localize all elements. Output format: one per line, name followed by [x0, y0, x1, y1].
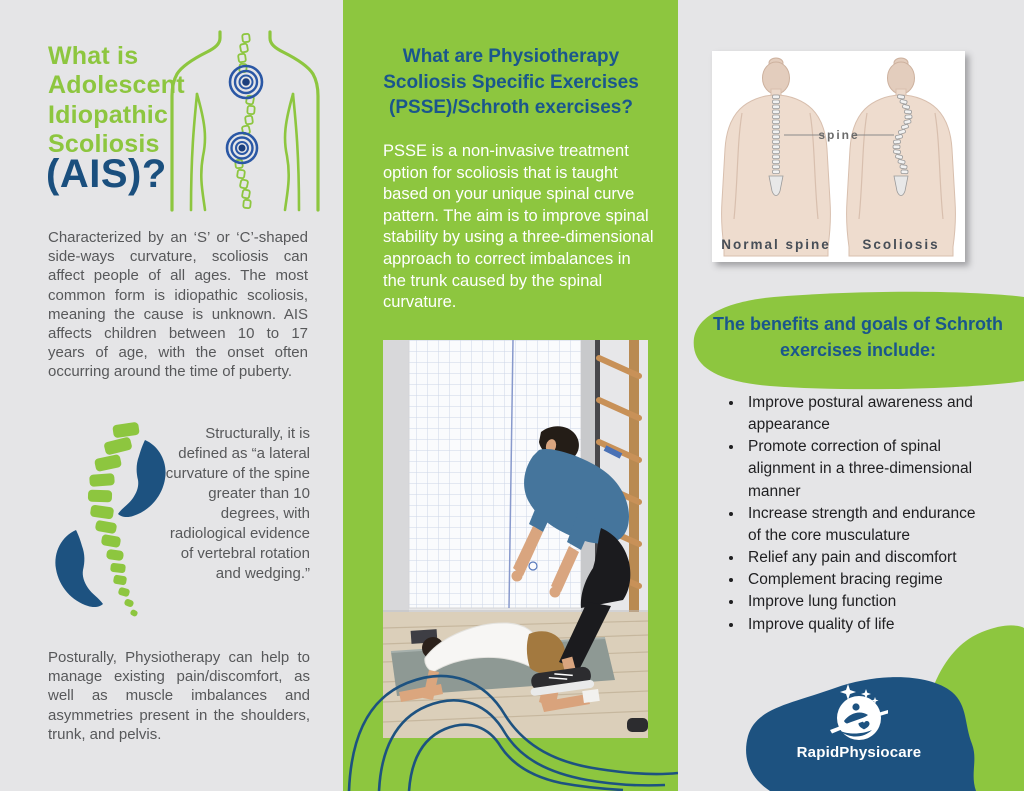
left-structural-quote: Structurally, it is defined as “a lateral curvature of the spine greater than 10 degrees, with radiological evidence of vertebral rotation and wedging.”	[165, 425, 310, 582]
left-title-ais: (AIS)?	[46, 152, 167, 196]
logo-text: RapidPhysiocare	[796, 744, 922, 761]
panel-middle	[343, 0, 678, 791]
spine-pointer-label: spine	[818, 128, 860, 142]
benefit-item: • Improve quality of life	[744, 614, 990, 636]
spine-hands-illustration-icon	[48, 420, 173, 625]
benefit-item: • Relief any pain and discomfort	[744, 547, 990, 569]
pain-target-icon	[227, 66, 262, 163]
left-paragraph-2: Posturally, Physiotherapy can help to manage existing pain/discomfort, as well as muscle imbalances and asymmetries present in the shoulders, trunk, and pelvis.	[48, 649, 310, 743]
benefit-item: • Increase strength and endurance of the core musculature	[744, 503, 990, 547]
scoliosis-label: Scoliosis	[862, 237, 940, 252]
middle-title: What are Physiotherapy Scoliosis Specific Exercises (PSSE)/Schroth exercises?	[383, 46, 639, 119]
middle-paragraph: PSSE is a non-invasive treatment option for scoliosis that is taught based on your unique spinal curve pattern. The aim is to improve spinal stability by using a three-dimensional approach to correct imbalances in the trunk caused by the spinal curvature.	[383, 142, 654, 312]
panel-left	[0, 0, 343, 791]
benefits-list	[718, 392, 990, 636]
rapidphysiocare-logo-icon	[828, 682, 890, 744]
contour-lines-decoration-icon	[343, 635, 678, 791]
benefit-item: • Improve lung function	[744, 591, 990, 613]
panel-right	[678, 0, 1024, 791]
normal-spine-label: Normal spine	[721, 237, 831, 252]
left-title-green: What is Adolescent Idiopathic Scoliosis	[48, 42, 185, 158]
spine-comparison-card	[712, 51, 965, 262]
benefit-item: • Complement bracing regime	[744, 569, 990, 591]
benefit-item: • Improve postural awareness and appearance	[744, 392, 990, 436]
benefit-item: • Promote correction of spinal alignment in a three-dimensional manner	[744, 436, 990, 502]
left-paragraph-1: Characterized by an ‘S’ or ‘C’-shaped side-ways curvature, scoliosis can affect people of all ages. The most common form is idiopathic scoliosis, meaning the cause is unknown. AIS affects children between 10 to 17 years of age, with the onset often occurring around the time of puberty.	[48, 229, 308, 381]
normal-vs-scoliosis-diagram-icon	[712, 51, 965, 262]
benefits-title: The benefits and goals of Schroth exercises include:	[712, 313, 1004, 360]
torso-spine-illustration-icon	[160, 30, 332, 212]
